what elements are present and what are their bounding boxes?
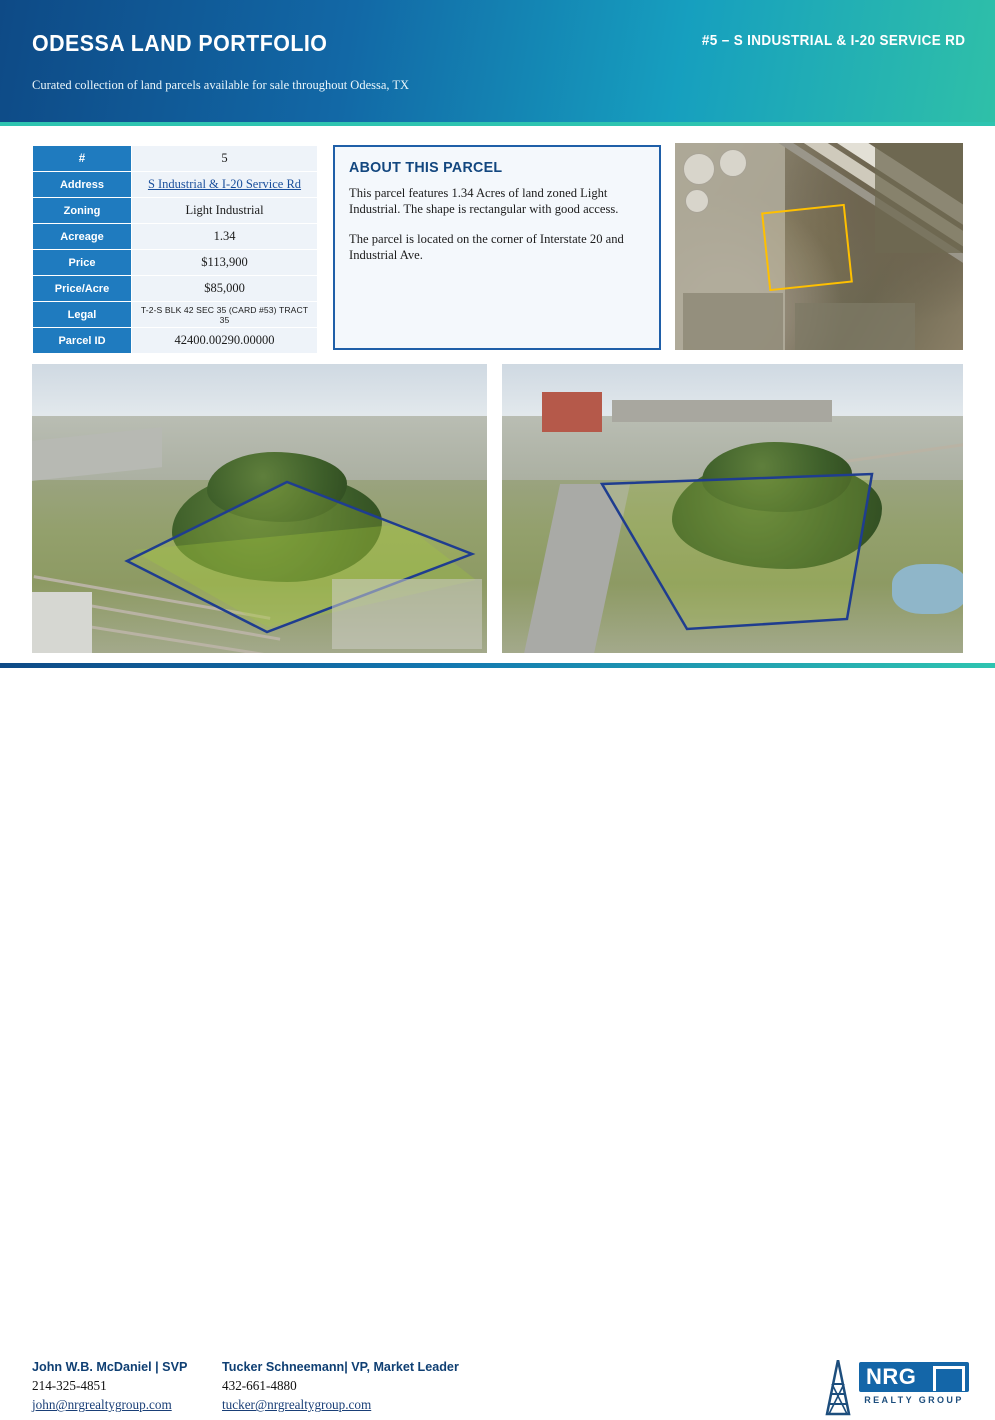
table-row	[33, 328, 318, 354]
spec-value-legal: T-2-S BLK 42 SEC 35 (CARD #53) TRACT 35	[132, 302, 318, 328]
contact-block-2	[222, 1358, 459, 1415]
contact-email[interactable]: tucker@nrgrealtygroup.com	[222, 1397, 372, 1413]
photo-water-pond	[892, 564, 963, 614]
spec-value-acreage: 1.34	[132, 224, 318, 250]
about-title: ABOUT THIS PARCEL	[349, 159, 503, 176]
spec-value-price-acre: $85,000	[132, 276, 318, 302]
spec-value-parcel-id: 42400.00290.00000	[132, 328, 318, 354]
parcel-spec-table	[32, 145, 318, 354]
derrick-tower-icon	[821, 1360, 855, 1416]
satellite-storage-tank	[683, 153, 715, 185]
table-row	[33, 172, 318, 198]
drone-photo-east-view	[502, 364, 963, 653]
parcel-boundary-outline	[502, 364, 963, 653]
spec-label-acreage: Acreage	[33, 224, 132, 250]
spec-value-zoning: Light Industrial	[132, 198, 318, 224]
spec-label-zoning: Zoning	[33, 198, 132, 224]
satellite-brush-area	[875, 143, 963, 253]
contact-email[interactable]: john@nrgrealtygroup.com	[32, 1397, 172, 1413]
satellite-lot	[795, 303, 915, 350]
spec-header-label: #	[33, 146, 132, 172]
company-logo	[821, 1358, 969, 1420]
satellite-storage-tank	[685, 189, 709, 213]
logo-mark-bar	[859, 1362, 969, 1392]
spec-label-parcel-id: Parcel ID	[33, 328, 132, 354]
parcel-tag: #5 – S INDUSTRIAL & I-20 SERVICE RD	[701, 33, 965, 49]
page-title: ODESSA LAND PORTFOLIO	[32, 30, 328, 56]
parcel-boundary-outline	[761, 204, 853, 291]
table-row	[33, 224, 318, 250]
slide-footer	[0, 668, 995, 1413]
satellite-lot	[683, 293, 783, 350]
contact-block-1	[32, 1358, 187, 1415]
spec-value-price: $113,900	[132, 250, 318, 276]
satellite-parcel-map	[675, 143, 963, 350]
slide-header	[0, 0, 995, 122]
table-row	[33, 250, 318, 276]
header-divider	[0, 122, 995, 126]
logo-subtitle: REALTY GROUP	[864, 1395, 964, 1405]
page-subtitle: Curated collection of land parcels available for sale throughout Odessa, TX	[32, 78, 410, 92]
photo-rail-car	[32, 592, 92, 653]
spec-label-price-acre: Price/Acre	[33, 276, 132, 302]
table-row	[33, 198, 318, 224]
about-paragraph-1: This parcel features 1.34 Acres of land zoned Light Industrial. The shape is rectangular with good access.	[349, 186, 619, 217]
photo-equipment-yard	[332, 579, 482, 649]
drone-photo-west-view	[32, 364, 487, 653]
table-row	[33, 146, 318, 172]
logo-mark-text: NRG	[866, 1364, 917, 1389]
spec-label-legal: Legal	[33, 302, 132, 328]
satellite-storage-tank	[719, 149, 747, 177]
spec-label-price: Price	[33, 250, 132, 276]
about-paragraph-2: The parcel is located on the corner of Interstate 20 and Industrial Ave.	[349, 231, 624, 263]
roof-icon	[933, 1366, 965, 1391]
contact-phone: 432-661-4880	[222, 1378, 297, 1394]
table-row	[33, 276, 318, 302]
contact-name: Tucker Schneemann| VP, Market Leader	[222, 1360, 459, 1374]
spec-header-value: 5	[132, 146, 318, 172]
spec-label-address: Address	[33, 172, 132, 198]
contact-phone: 214-325-4851	[32, 1378, 107, 1394]
spec-value-address[interactable]: S Industrial & I-20 Service Rd	[132, 172, 318, 198]
table-row	[33, 302, 318, 328]
contact-name: John W.B. McDaniel | SVP	[32, 1360, 188, 1374]
logo-wordmark	[859, 1362, 971, 1405]
about-parcel-panel	[333, 145, 661, 350]
